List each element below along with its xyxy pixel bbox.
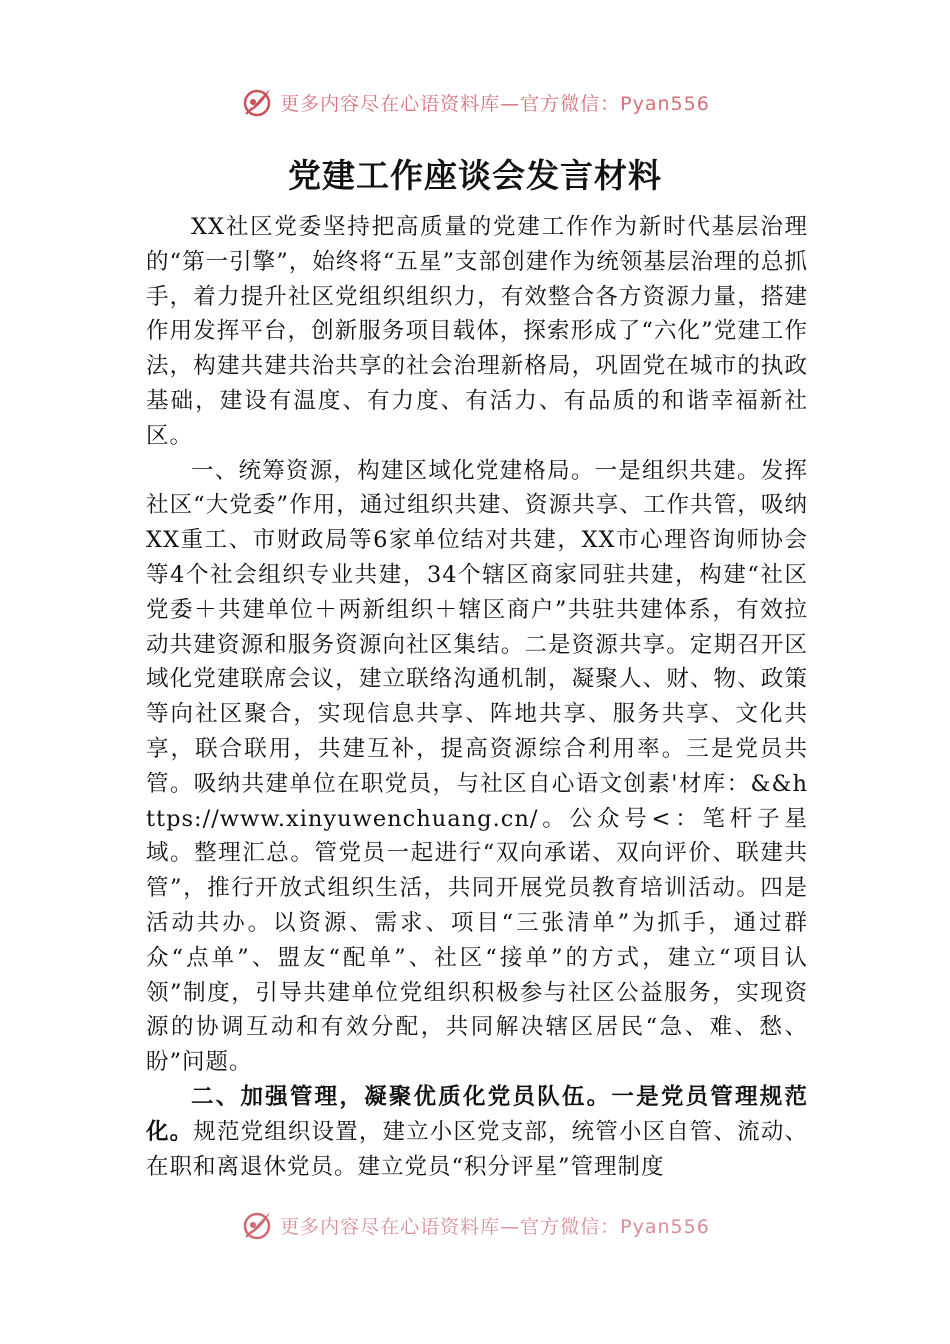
paragraph-intro: XX社区党委坚持把高质量的党建工作作为新时代基层治理的“第一引擎”，始终将“五星”支部创建作为统领基层治理的总抓手，着力提升社区党组织组织力，有效整合各方资源力量，搭建作用发挥平台，创新服务项目载体，探索形成了“六化”党建工作法，构建共建共治共享的社会治理新格局，巩固党在城市的执政基础，建设有温度、有力度、有活力、有品质的和谐幸福新社区。 bbox=[146, 214, 808, 449]
quill-seal-icon bbox=[240, 1208, 274, 1242]
section-two-text: 规范党组织设置，建立小区党支部，统管小区自管、流动、在职和离退休党员。建立党员“积分评星”管理制度 bbox=[146, 1118, 808, 1180]
watermark-text: 更多内容尽在心语资料库—官方微信：Pyan556 bbox=[280, 1215, 710, 1238]
watermark-header bbox=[0, 82, 950, 122]
paragraph-section-two bbox=[146, 1080, 808, 1184]
quill-seal-icon bbox=[240, 85, 274, 119]
document-title: 党建工作座谈会发言材料 bbox=[288, 156, 662, 195]
watermark-text: 更多内容尽在心语资料库—官方微信：Pyan556 bbox=[280, 92, 710, 115]
paragraph-section-one: 一、统筹资源，构建区域化党建格局。一是组织共建。发挥社区“大党委”作用，通过组织共建、资源共享、工作共管，吸纳XX重工、市财政局等6家单位结对共建，XX市心理咨询师协会等4个社会组织专业共建，34个辖区商家同驻共建，构建“社区党委＋共建单位＋两新组织＋辖区商户”共驻共建体系，有效拉动共建资源和服务资源向社区集结。二是资源共享。定期召开区域化党建联席会议，建立联络沟通机制，凝聚人、财、物、政策等向社区聚合，实现信息共享、阵地共享、服务共享、文化共享，联合联用，共建互补，提高资源综合利用率。三是党员共管。吸纳共建单位在职党员，与社区自心语文创素'材库：&&https://www.xinyuwenchuang.cn/。公众号<：笔杆子星域。整理汇总。管党员一起进行“双向承诺、双向评价、联建共管”，推行开放式组织生活，共同开展党员教育培训活动。四是活动共办。以资源、需求、项目“三张清单”为抓手，通过群众“点单”、盟友“配单”、社区“接单”的方式，建立“项目认领”制度，引导共建单位党组织积极参与社区公益服务，实现资源的协调互动和有效分配，共同解决辖区居民“急、难、愁、盼”问题。 bbox=[146, 457, 808, 1076]
watermark-footer bbox=[0, 1205, 950, 1245]
section-two-heading: 二、加强管理，凝聚优质化党员队伍。一是党员管理规范化。 bbox=[146, 1083, 808, 1145]
document-body bbox=[146, 210, 808, 1216]
